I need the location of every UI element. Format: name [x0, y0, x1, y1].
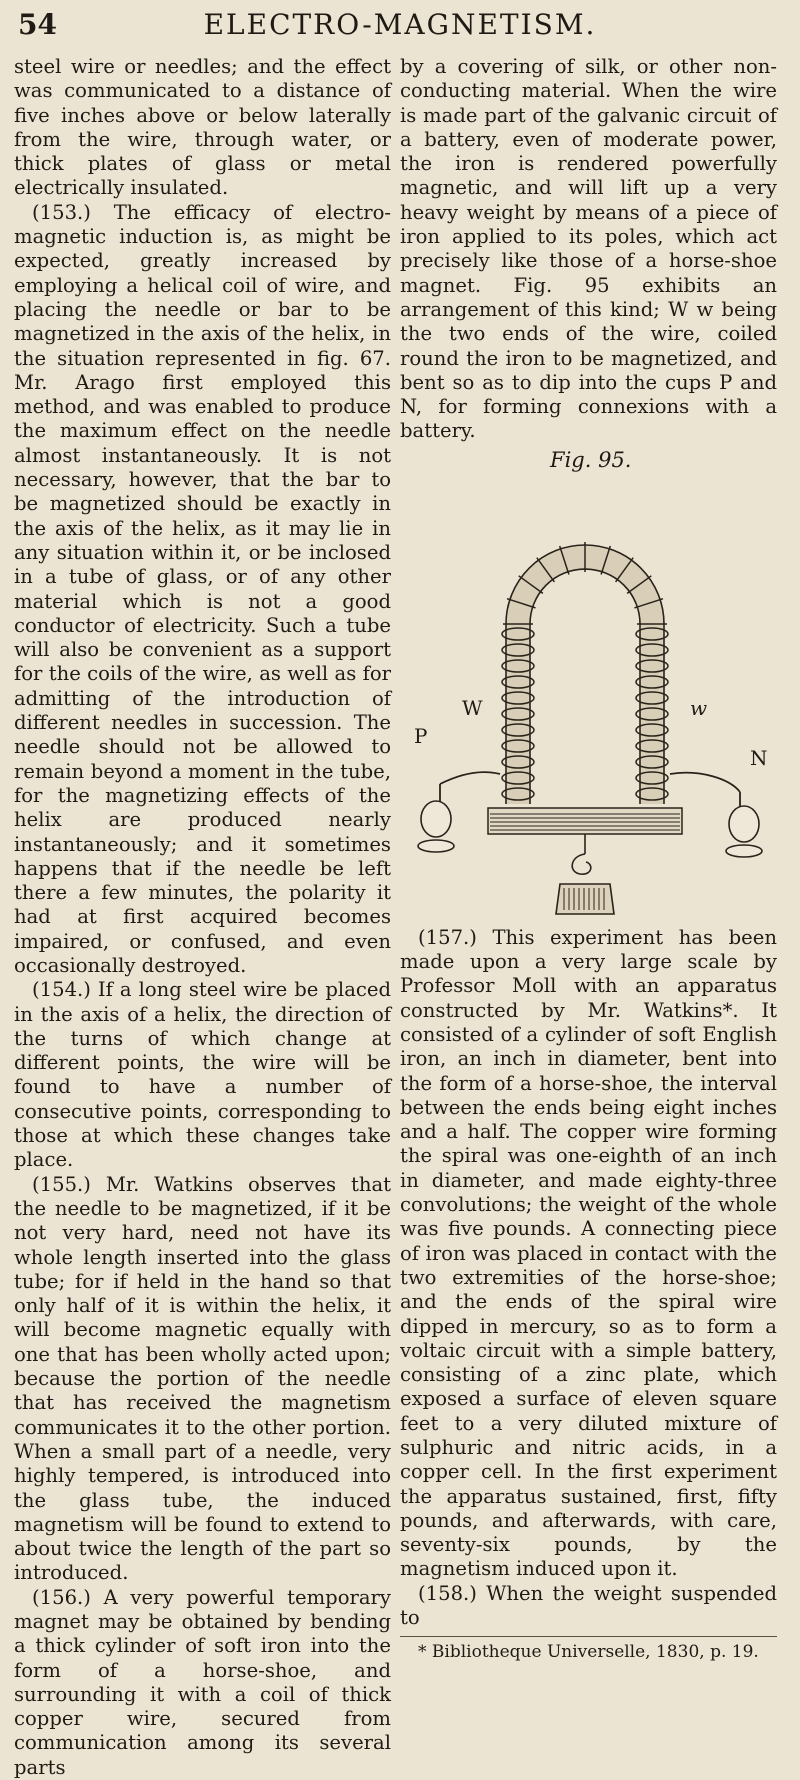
footnote-divider — [400, 1636, 777, 1637]
label-P: P — [414, 723, 428, 748]
label-N: N — [750, 745, 768, 770]
paragraph-154: (154.) If a long steel wire be placed in the axis of a helix, the direction of the turns of which change at different points, the wire will be found to have a number of consecutive points, corresponding to those at which these changes take place. — [14, 978, 391, 1172]
paragraph-156: (156.) A very powerful temporary magnet may be obtained by bending a thick cylinder of soft iron into the form of a horse-shoe, and surrounding it with a coil of thick copper wire, secured from communication among its several parts — [14, 1585, 391, 1779]
label-w: w — [690, 695, 708, 720]
figure-95 — [400, 448, 777, 926]
paragraph-158: (158.) When the weight suspended to — [400, 1581, 777, 1630]
footnote: * Bibliotheque Universelle, 1830, p. 19. — [418, 1642, 759, 1663]
label-W: W — [462, 695, 483, 720]
left-column — [14, 55, 391, 1780]
right-column — [400, 55, 777, 1663]
page-header — [18, 6, 782, 46]
running-title: ELECTRO-MAGNETISM. — [203, 8, 597, 41]
horseshoe-electromagnet-illustration — [400, 474, 777, 924]
paragraph-continued: steel wire or needles; and the effect was communicated to a distance of five inches above or below laterally from the wire, through water, or thick plates of glass or metal electrically insulated. — [14, 55, 391, 200]
paragraph-155: (155.) Mr. Watkins observes that the needle to be magnetized, if it be not very hard, need not have its whole length inserted into the glass tube; for if held in the hand so that only half of it is within the helix, it will become magnetic equally with one that has been wholly acted upon; because the portion of the needle that has received the magnetism communicates it to the other portion. When a small part of a needle, very highly tempered, is introduced into the glass tube, the induced magnetism will be found to extend to about twice the length of the part so introduced. — [14, 1172, 391, 1585]
paragraph-157: (157.) This experiment has been made upon a very large scale by Professor Moll with an apparatus constructed by Mr. Watkins*. It consisted of a cylinder of soft English iron, an inch in diameter, bent into the form of a horse-shoe, the interval between the ends being eight inches and a half. The copper wire forming the spiral was one-eighth of an inch in diameter, and made eighty-three convolutions; the weight of the whole was five pounds. A connecting piece of iron was placed in contact with the two extremities of the horse-shoe; and the ends of the spiral wire dipped in mercury, so as to form a voltaic circuit with a simple battery, consisting of a zinc plate, which exposed a surface of eleven square feet to a very diluted mixture of sulphuric and nitric acids, in a copper cell. In the first experiment the apparatus sustained, first, fifty pounds, and afterwards, with care, seventy-six pounds, by the magnetism induced upon it. — [400, 925, 777, 1581]
paragraph-153: (153.) The efficacy of electro-magnetic induction is, as might be expected, greatly increased by employing a helical coil of wire, and placing the needle or bar to be magnetized in the axis of the helix, in the situation represented in fig. 67. Mr. Arago first employed this method, and was enabled to produce the maximum effect on the needle almost instantaneously. It is not necessary, however, that the bar to be magnetized should be exactly in the axis of the helix, as it may lie in any situation within it, or be inclosed in a tube of glass, or of any other material which is not a good conductor of electricity. Such a tube will also be convenient as a support for the coils of the wire, as well as for admitting of the introduction of different needles in succession. The needle should not be allowed to remain beyond a moment in the tube, for the magnetizing effects of the helix are produced nearly instantaneously; and it sometimes happens that if the needle be left there a few minutes, the polarity it had at first acquired becomes impaired, or confused, and even occasionally destroyed. — [14, 200, 391, 977]
figure-label: Fig. 95. — [550, 447, 632, 472]
paragraph-156-continued: by a covering of silk, or other non-conducting material. When the wire is made part of the galvanic circuit of a battery, even of moderate power, the iron is rendered powerfully magnetic, and will lift up a very heavy weight by means of a piece of iron applied to its poles, which act precisely like those of a horse-shoe magnet. Fig. 95 exhibits an arrangement of this kind; W w being the two ends of the wire, coiled round the iron to be magnetized, and bent so as to dip into the cups P and N, for forming connexions with a battery. — [400, 55, 777, 443]
page-number: 54 — [18, 8, 57, 41]
